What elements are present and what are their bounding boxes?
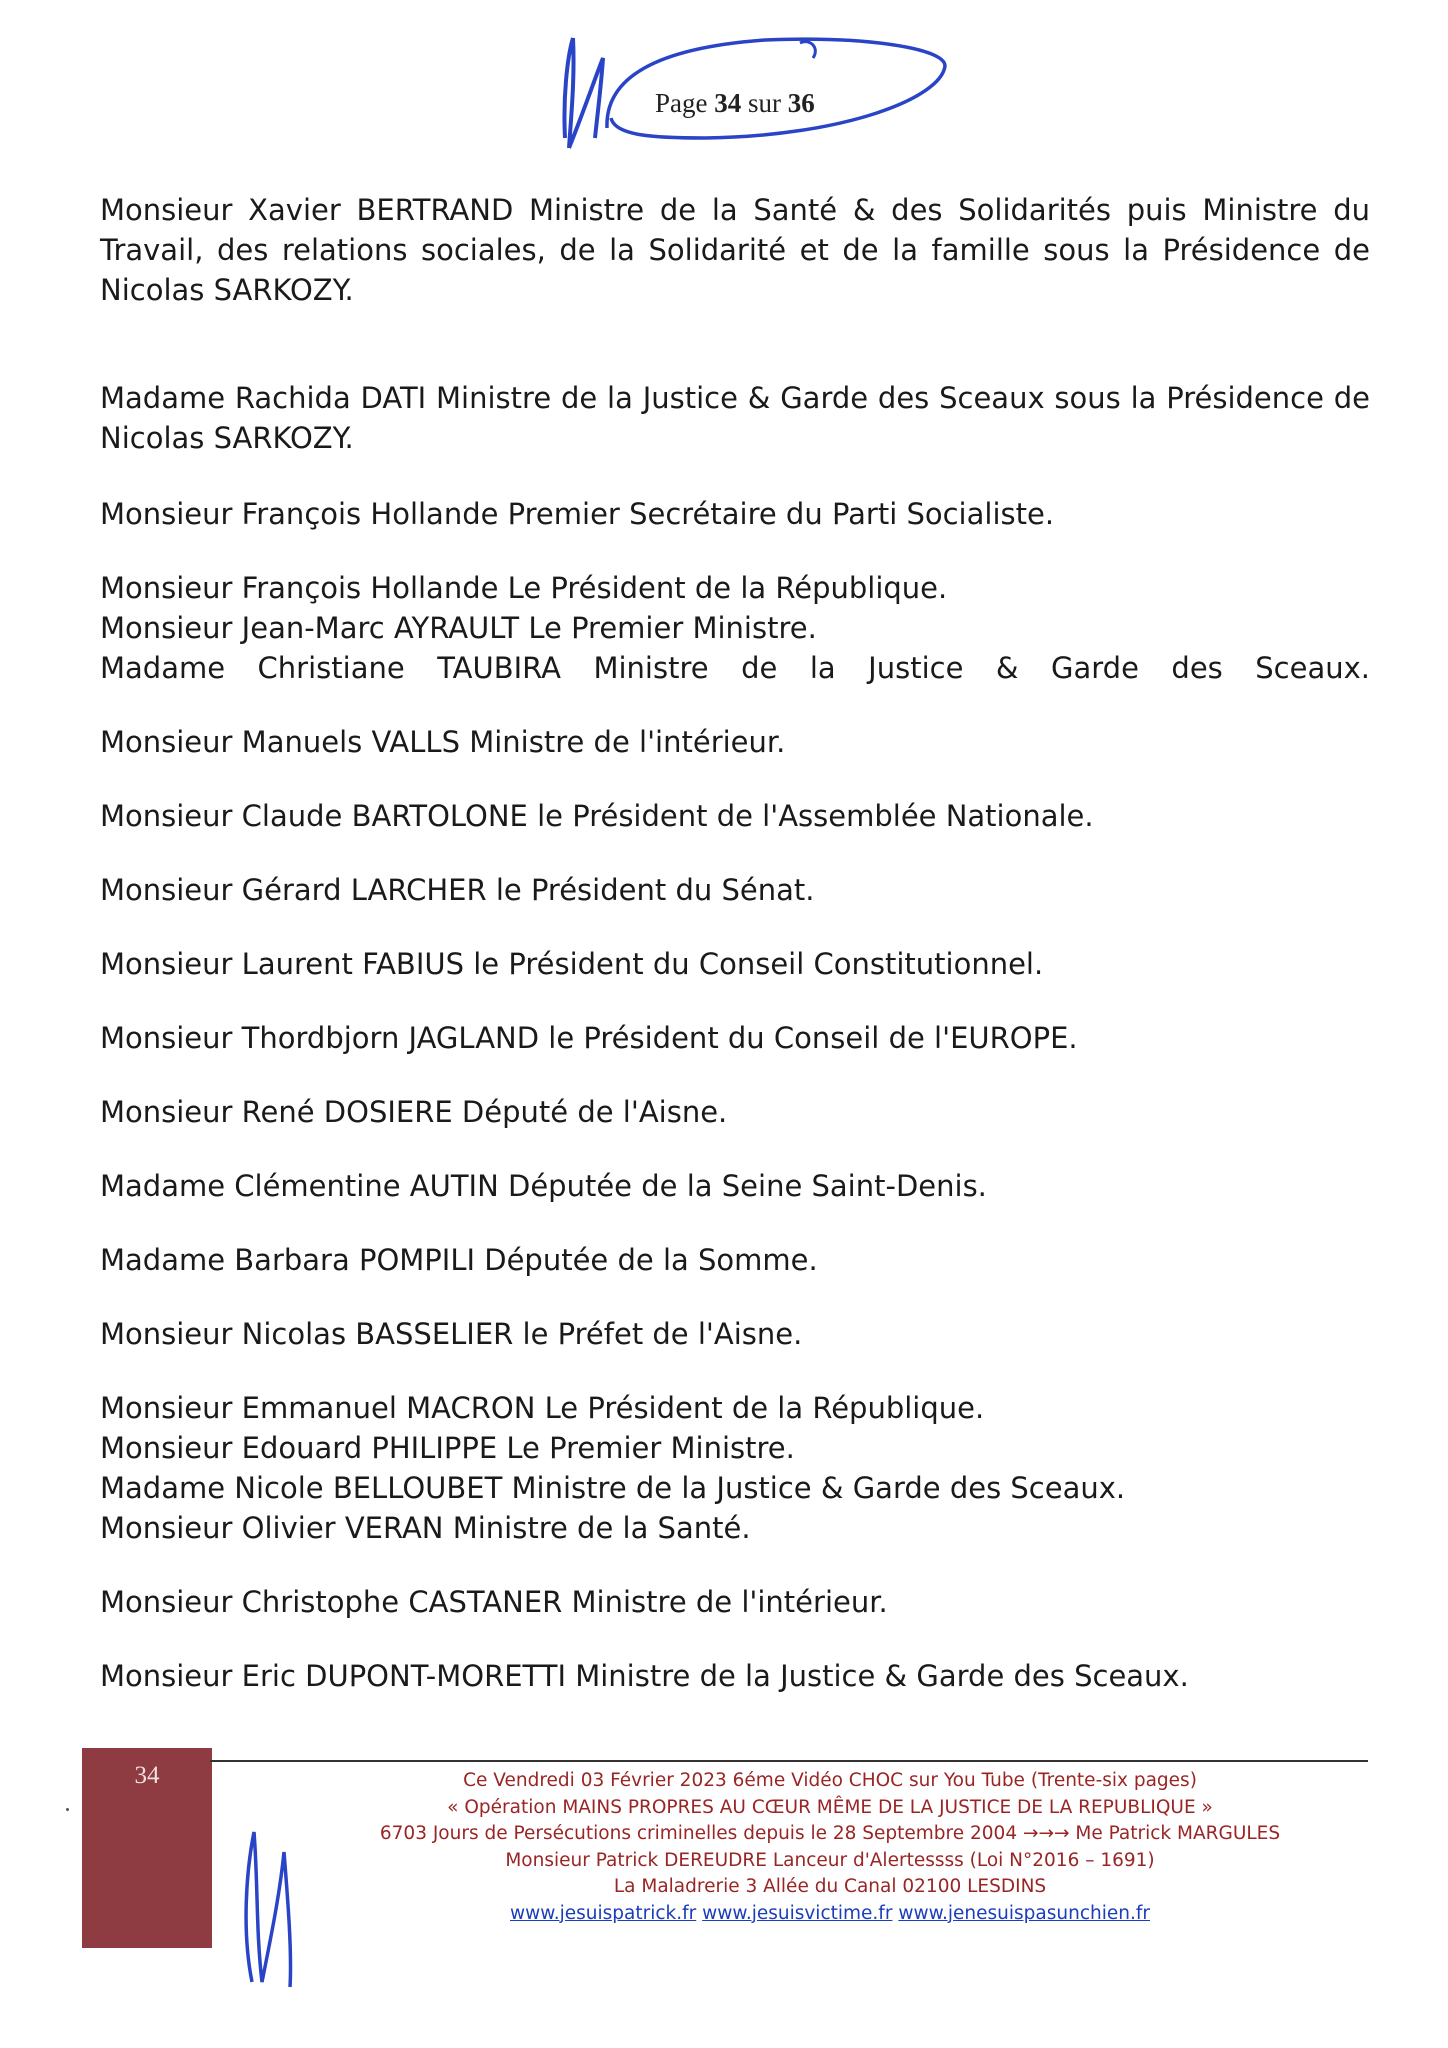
paragraph: Monsieur Manuels VALLS Ministre de l'intérieur. <box>100 725 786 759</box>
footer-line: Monsieur Patrick DEREUDRE Lanceur d'Alertessss (Loi N°2016 – 1691) <box>505 1849 1155 1871</box>
signature-bottom-icon <box>232 1812 312 1992</box>
paragraph: Monsieur Christophe CASTANER Ministre de l'intérieur. <box>100 1585 888 1619</box>
stray-mark <box>66 1808 69 1811</box>
paragraph: Monsieur Nicolas BASSELIER le Préfet de l'Aisne. <box>100 1317 803 1351</box>
paragraph: Madame Nicole BELLOUBET Ministre de la Justice & Garde des Sceaux. <box>100 1471 1126 1505</box>
footer-line: Ce Vendredi 03 Février 2023 6éme Vidéo CHOC sur You Tube (Trente-six pages) <box>463 1770 1197 1791</box>
paragraph: Madame Barbara POMPILI Députée de la Somme. <box>100 1243 818 1277</box>
paragraph: Monsieur François Hollande Premier Secrétaire du Parti Socialiste. <box>100 497 1055 531</box>
footer-links <box>330 1901 1330 1928</box>
paragraph: Monsieur Emmanuel MACRON Le Président de la République. <box>100 1391 985 1425</box>
paragraph: Monsieur Gérard LARCHER le Président du Sénat. <box>100 873 815 907</box>
paragraph: Monsieur Thordbjorn JAGLAND le Président du Conseil de l'EUROPE. <box>100 1021 1078 1055</box>
paragraph: Monsieur Jean-Marc AYRAULT Le Premier Ministre. <box>100 611 817 645</box>
link-jesuispatrick[interactable]: www.jesuispatrick.fr <box>510 1902 697 1924</box>
paragraph: Madame Rachida DATI Ministre de la Justice & Garde des Sceaux sous la Présidence de Nicolas SARKOZY. <box>100 381 1370 455</box>
paragraph: Madame Clémentine AUTIN Députée de la Seine Saint-Denis. <box>100 1169 987 1203</box>
page-of: sur <box>747 88 781 118</box>
footer-line: « Opération MAINS PROPRES AU CŒUR MÊME DE LA JUSTICE DE LA REPUBLIQUE » <box>447 1796 1213 1818</box>
link-jenesuispasunchien[interactable]: www.jenesuispasunchien.fr <box>898 1902 1150 1924</box>
paragraph: Monsieur François Hollande Le Président de la République. <box>100 571 948 605</box>
page-total: 36 <box>787 88 815 118</box>
paragraph: Monsieur Edouard PHILIPPE Le Premier Ministre. <box>100 1431 795 1465</box>
paragraph: Monsieur Claude BARTOLONE le Président de l'Assemblée Nationale. <box>100 799 1094 833</box>
footer-page-number: 34 <box>134 1762 160 1789</box>
paragraph: Madame Christiane TAUBIRA Ministre de la Justice & Garde des Sceaux. <box>100 651 1370 685</box>
footer-line: 6703 Jours de Persécutions criminelles depuis le 28 Septembre 2004 →→→ Me Patrick MARGULES <box>379 1823 1281 1844</box>
footer-page-box <box>82 1748 212 1948</box>
paragraph: Monsieur Xavier BERTRAND Ministre de la Santé & des Solidarités puis Ministre du Travail, des relations sociales, de la Solidarité et de la famille sous la Présidence de Nicolas SARKOZY. <box>100 193 1370 307</box>
page-number <box>655 88 815 119</box>
paragraph: Monsieur Laurent FABIUS le Président du Conseil Constitutionnel. <box>100 947 1044 981</box>
paragraph: Monsieur Olivier VERAN Ministre de la Santé. <box>100 1511 751 1545</box>
footer <box>330 1768 1330 1927</box>
page-prefix: Page <box>655 88 708 118</box>
paragraph: Monsieur Eric DUPONT-MORETTI Ministre de la Justice & Garde des Sceaux. <box>100 1659 1189 1693</box>
paragraph: Monsieur René DOSIERE Député de l'Aisne. <box>100 1095 728 1129</box>
page-current: 34 <box>714 88 742 118</box>
link-jesuisvictime[interactable]: www.jesuisvictime.fr <box>702 1902 893 1924</box>
footer-divider <box>210 1760 1368 1762</box>
footer-line: La Maladrerie 3 Allée du Canal 02100 LESDINS <box>613 1876 1047 1897</box>
